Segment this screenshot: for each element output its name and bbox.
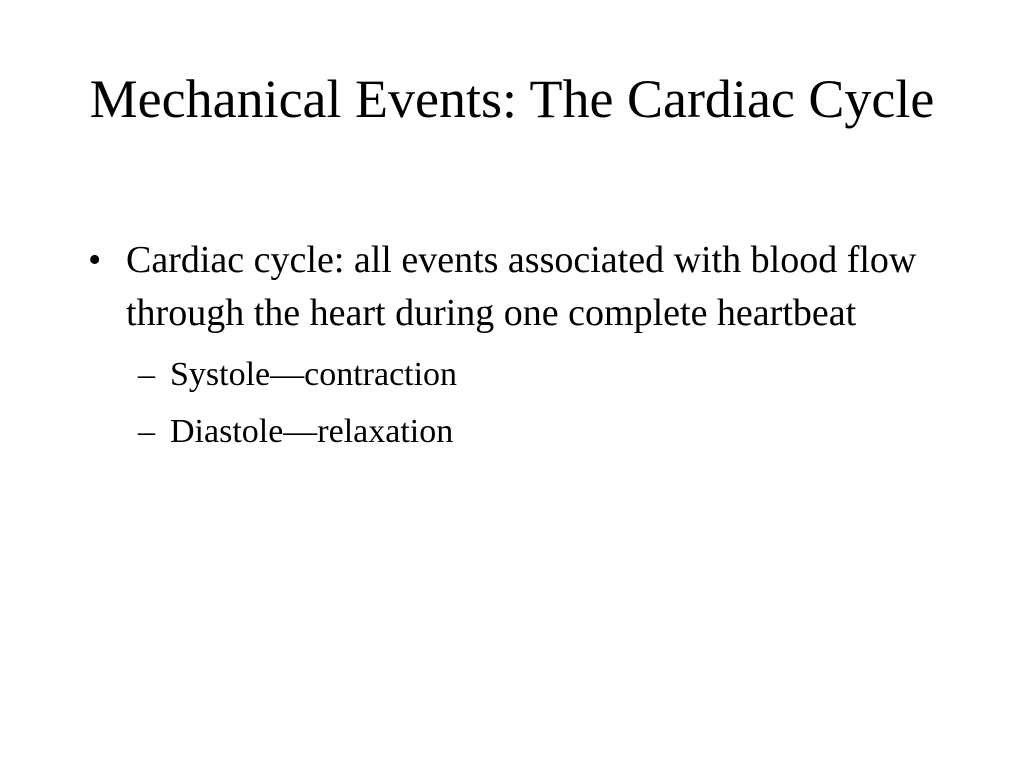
sub-bullet-text: Systole—contraction: [170, 356, 458, 393]
dash-marker-icon: –: [138, 356, 155, 393]
slide-title: Mechanical Events: The Cardiac Cycle: [89, 69, 935, 129]
sub-bullet-text: Diastole—relaxation: [170, 413, 454, 450]
dash-marker-icon: –: [138, 413, 155, 450]
bullet-marker-icon: •: [88, 239, 102, 281]
slide-body: [88, 234, 948, 460]
bullet-text: Cardiac cycle: all events associated with blood flow through the heart during one complete heartbeat: [126, 239, 917, 334]
sub-bullet-item: [138, 346, 948, 403]
sub-bullet-item: [138, 403, 948, 460]
bullet-item: [88, 234, 948, 340]
sub-bullet-list: [88, 346, 948, 460]
